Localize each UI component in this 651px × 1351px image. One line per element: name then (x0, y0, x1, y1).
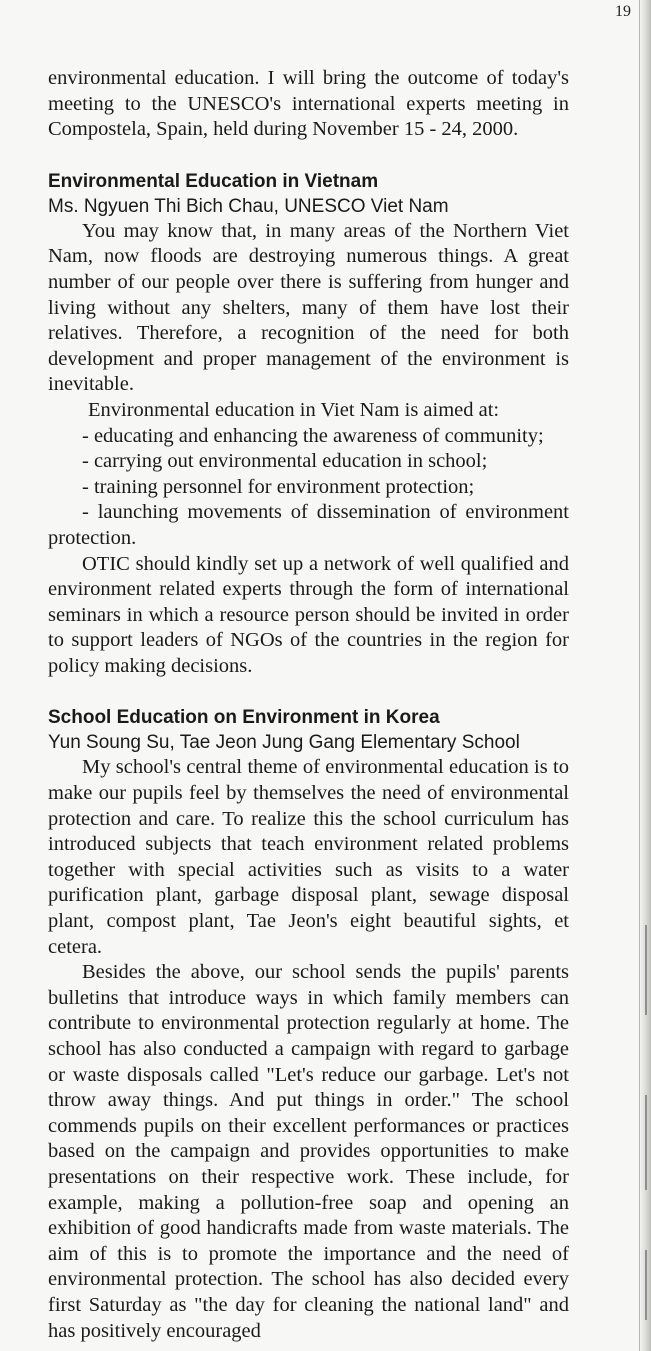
vietnam-paragraph-1: You may know that, in many areas of the Northern Viet Nam, now floods are destroying numerous things. A great number of our people over there is suffering from hunger and living without any shelters, many of them have lost their relatives. Therefore, a recognition of the need for both development and proper management of the environment is inevitable. (48, 219, 569, 396)
vietnam-aim-item: - educating and enhancing the awareness of community; (82, 424, 544, 447)
korea-paragraph-2: Besides the above, our school sends the pupils' parents bulletins that introduce ways in which family members can contribute to environmental protection regularly at home. The school has also conducted a campaign with regard to garbage or waste disposals called "Let's reduce our garbage. Let's not throw away things. And put things in order." The school commends pupils on their excellent performances or practices based on the campaign and provides opportunities to make presentations on their respective work. These include, for example, making a pollution-free soap and opening an exhibition of good handicrafts made from waste materials. The aim of this is to promote the importance and the need of environmental protection. The school has also decided every first Saturday as "the day for cleaning the national land" and has positively encouraged (48, 961, 569, 1342)
page-number: 19 (615, 3, 631, 20)
scan-mark (645, 1250, 647, 1320)
korea-paragraph-1: My school's central theme of environmental education is to make our pupils feel by themselves the need of environmental protection and care. To realize this the school curriculum has introduced subjects that teach environment related problems together with special activities such as visits to a water purification plant, garbage disposal plant, sewage disposal plant, compost plant, Tae Jeon's eight beautiful sights, et cetera. (48, 756, 569, 958)
intro-paragraph: environmental education. I will bring the outcome of today's meeting to the UNESCO's international experts meeting in Compostela, Spain, held during November 15 - 24, 2000. (48, 67, 569, 141)
document-body (48, 66, 569, 1344)
scan-mark (645, 925, 647, 1015)
page-edge-line (639, 0, 640, 1351)
vietnam-aim-item: - launching movements of dissemination of environment protection. (48, 501, 569, 549)
vietnam-paragraph-2: OTIC should kindly set up a network of well qualified and environment related experts through the form of international seminars in which a resource person should be invited in order to support leaders of NGOs of the countries in the region for policy making decisions. (48, 552, 569, 677)
section-gap (48, 143, 569, 169)
section-author-vietnam: Ms. Ngyuen Thi Bich Chau, UNESCO Viet Nam (48, 195, 449, 217)
section-author-korea: Yun Soung Su, Tae Jeon Jung Gang Elementary School (48, 732, 520, 754)
section-gap (48, 679, 569, 705)
scan-mark (645, 1095, 647, 1190)
section-heading-vietnam: Environmental Education in Vietnam (48, 170, 379, 192)
vietnam-aim-item: - carrying out environmental education in school; (82, 450, 488, 473)
section-heading-korea: School Education on Environment in Korea (48, 707, 440, 729)
vietnam-aims-intro: Environmental education in Viet Nam is aimed at: (88, 398, 500, 421)
vietnam-aim-item: - training personnel for environment protection; (82, 475, 475, 498)
